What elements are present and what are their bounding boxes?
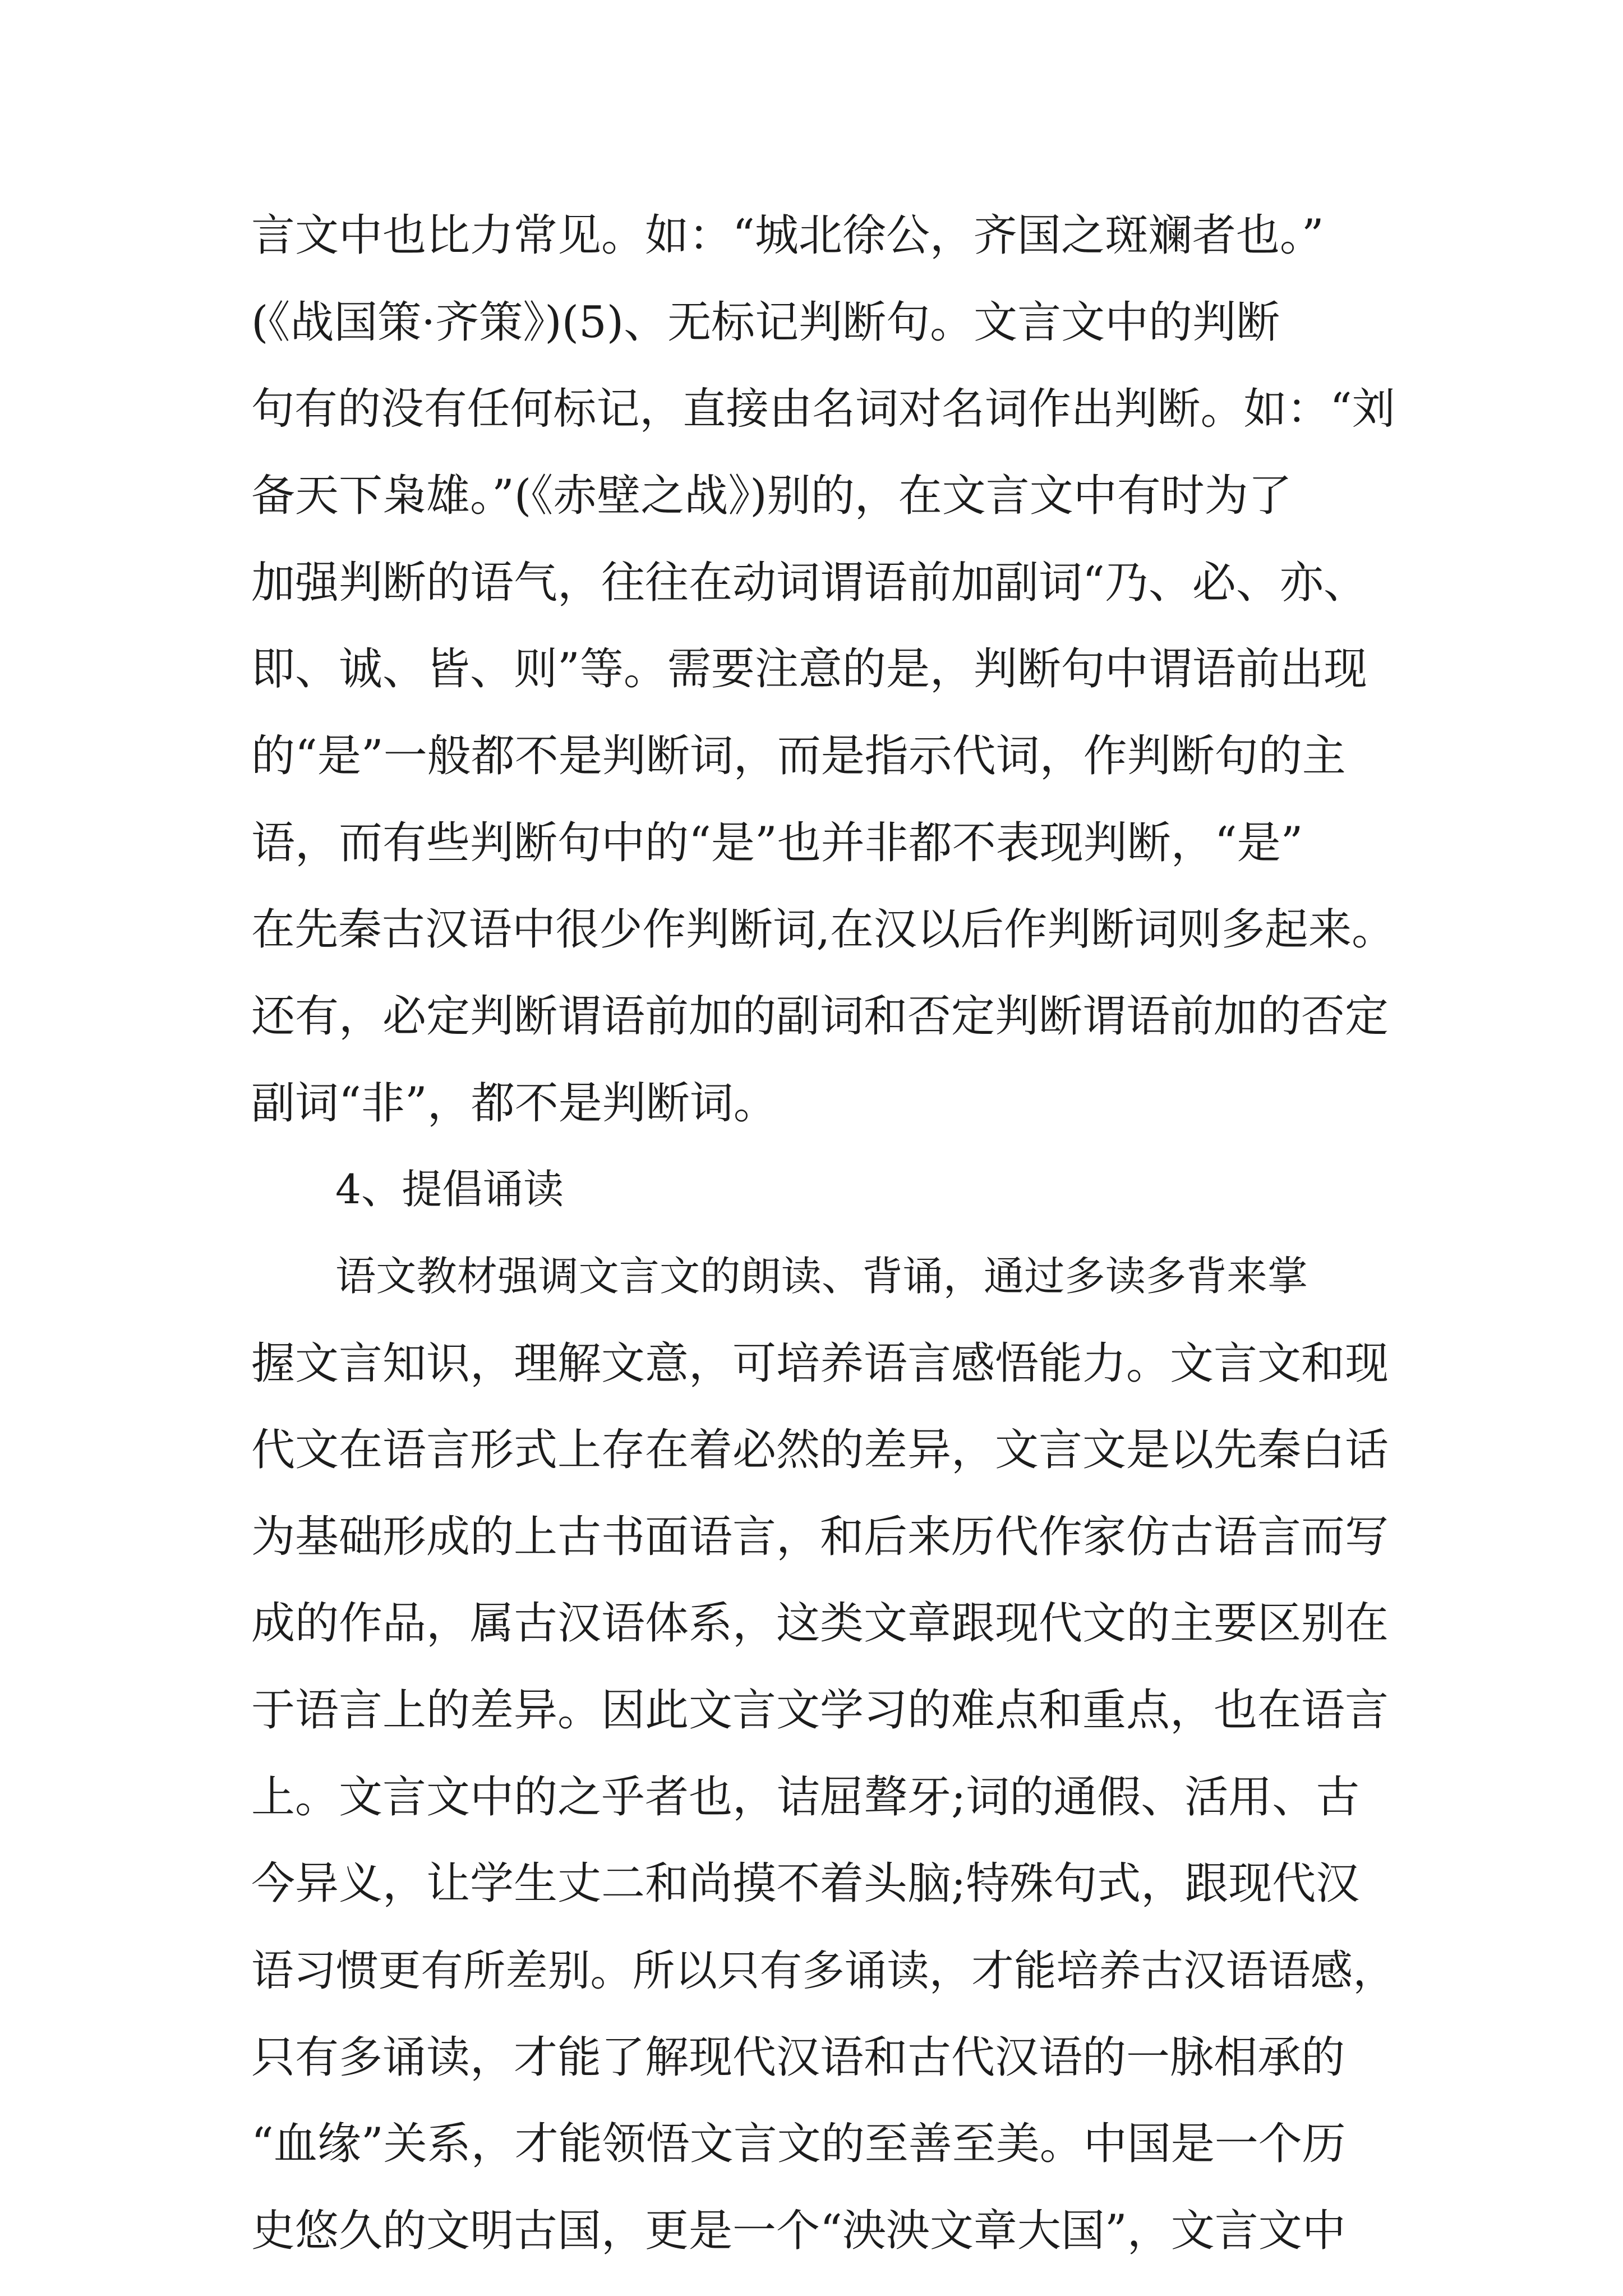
text-line: 语习惯更有所差别。所以只有多诵读，才能培养古汉语语感， [251,1946,1395,1995]
text-line: 语，而有些判断句中的“是”也并非都不表现判断，“是” [251,818,1303,868]
text-line: 在先秦古汉语中很少作判断词,在汉以后作判断词则多起来。 [251,904,1395,955]
text-line: 上。文言文中的之乎者也，诘屈聱牙;词的通假、活用、古 [251,1772,1360,1823]
text-line: 备天下枭雄。”(《赤壁之战》)别的，在文言文中有时为了 [251,471,1292,521]
text-line: 副词“非”，都不是判断词。 [251,1078,777,1129]
paragraph-first-line: 语文教材强调文言文的朗读、背诵，通过多读多背来掌 [335,1253,1308,1300]
text-line: 句有的没有任何标记，直接由名词对名词作出判断。如：“刘 [251,384,1395,434]
text-line: 代文在语言形式上存在着必然的差异，文言文是以先秦白话 [251,1425,1389,1475]
text-line: 于语言上的差异。因此文言文学习的难点和重点，也在语言 [251,1685,1389,1736]
text-line: 即、诚、皆、则”等。需要注意的是，判断句中谓语前出现 [251,644,1367,694]
text-line: 言文中也比力常见。如：“城北徐公，齐国之斑斓者也。” [251,210,1324,261]
section-heading: 4、提倡诵读 [335,1166,564,1213]
text-line: 史悠久的文明古国，更是一个“泱泱文章大国”，文言文中 [251,2206,1346,2256]
text-line: (《战国策·齐策》)(5)、无标记判断句。文言文中的判断 [251,297,1280,348]
text-line: 今异义，让学生丈二和尚摸不着头脑;特殊句式，跟现代汉 [251,1858,1360,1909]
text-line: 的“是”一般都不是判断词，而是指示代词，作判断句的主 [251,731,1346,781]
text-line: 加强判断的语气，往往在动词谓语前加副词“乃、必、亦、 [251,558,1367,608]
text-line: 为基础形成的上古书面语言，和后来历代作家仿古语言而写 [251,1512,1389,1562]
text-line: 成的作品，属古汉语体系，这类文章跟现代文的主要区别在 [251,1598,1389,1649]
text-line: 还有，必定判断谓语前加的副词和否定判断谓语前加的否定 [251,991,1389,1042]
text-line: “血缘”关系，才能领悟文言文的至善至美。中国是一个历 [251,2119,1346,2169]
text-line: 握文言知识，理解文意，可培养语言感悟能力。文言文和现 [251,1338,1389,1389]
text-line: 只有多诵读，才能了解现代汉语和古代汉语的一脉相承的 [251,2032,1345,2083]
